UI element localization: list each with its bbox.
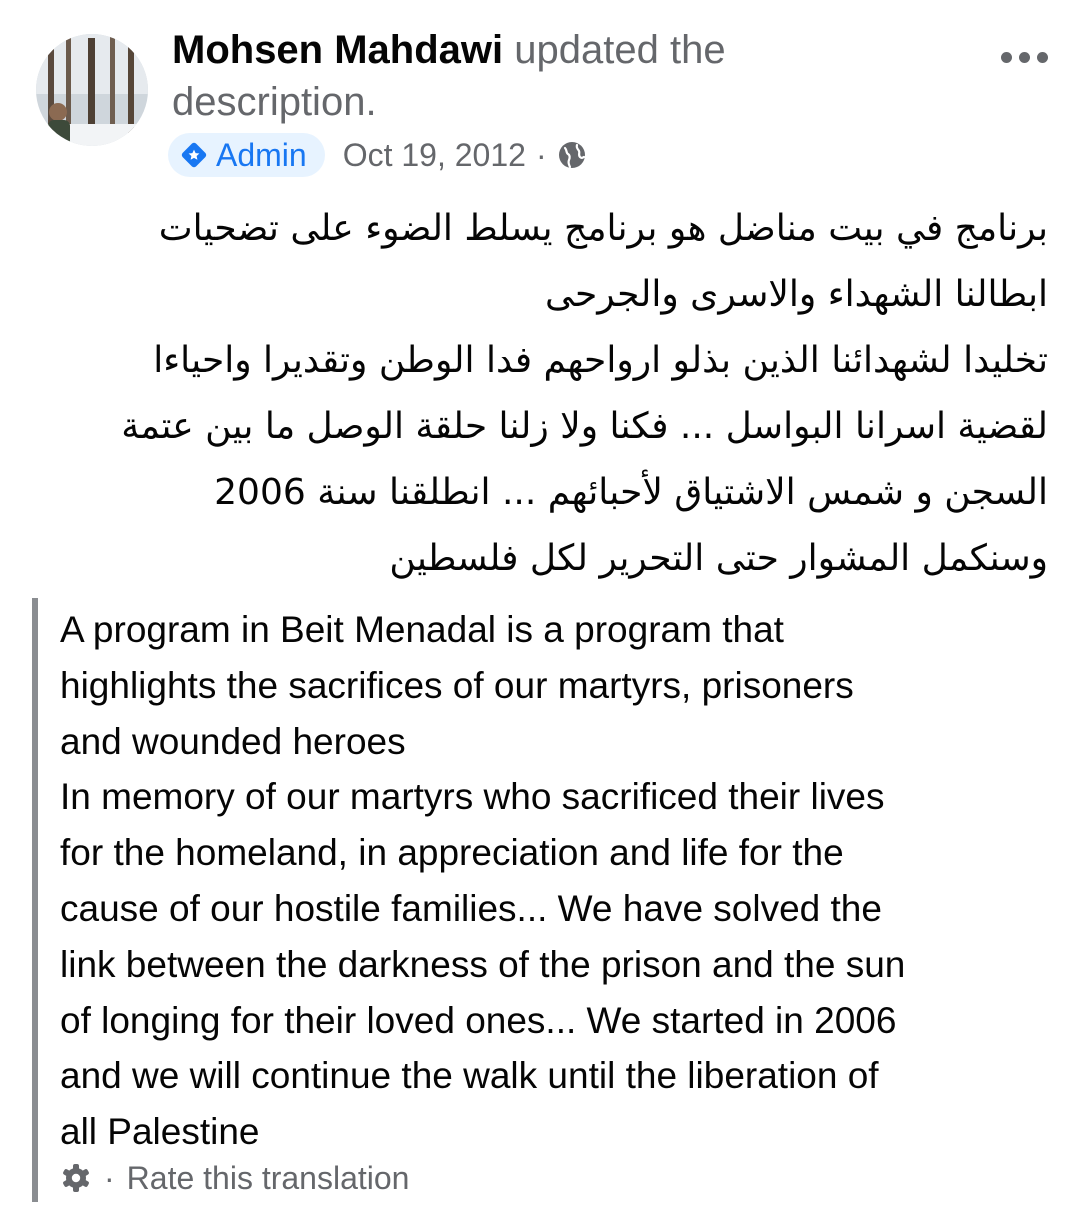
description-arabic	[40, 196, 1048, 592]
rate-translation-link[interactable]: Rate this translation	[126, 1159, 410, 1196]
avatar[interactable]	[36, 34, 148, 146]
translation-line: A program in Beit Menadal is a program that	[60, 609, 784, 650]
admin-badge-label: Admin	[216, 136, 307, 173]
translation-line: highlights the sacrifices of our martyrs, prisoners	[60, 664, 854, 706]
translation-line: link between the darkness of the prison and the sun	[60, 943, 906, 985]
admin-icon	[180, 141, 208, 169]
translation-text	[60, 602, 1050, 1160]
more-options-dot	[1037, 52, 1048, 63]
arabic-line: السجن و شمس الاشتياق لأحبائهم ... انطلقنا سنة 2006	[214, 472, 1048, 513]
translation-footer	[60, 1158, 409, 1198]
translation-line: and wounded heroes	[60, 720, 406, 762]
globe-icon[interactable]	[557, 140, 587, 170]
meta-separator: ·	[535, 136, 547, 173]
translation-line: and we will continue the walk until the liberation of	[60, 1055, 879, 1097]
more-options-button[interactable]	[992, 42, 1056, 72]
arabic-line: برنامج في بيت مناضل هو برنامج يسلط الضوء على تضحيات	[158, 208, 1048, 249]
more-options-dot	[1019, 52, 1030, 63]
arabic-line: لقضية اسرانا البواسل ... فكنا ولا زلنا حلقة الوصل ما بين عتمة	[121, 406, 1048, 447]
translation-line: for the homeland, in appreciation and life for the	[60, 832, 844, 874]
post-header	[172, 24, 812, 128]
translation-line: cause of our hostile families... We have solved the	[60, 887, 882, 929]
post-action: updated the description.	[172, 28, 726, 124]
author-name[interactable]: Mohsen Mahdawi	[172, 28, 504, 72]
gear-icon[interactable]	[60, 1162, 92, 1194]
arabic-line: وسنكمل المشوار حتى التحرير لكل فلسطين	[389, 538, 1048, 579]
arabic-line: تخليدا لشهدائنا الذين بذلو ارواحهم فدا الوطن وتقديرا واحياءا	[153, 340, 1048, 381]
translation-block	[32, 598, 1058, 1202]
arabic-line: ابطالنا الشهداء والاسرى والجرحى	[545, 274, 1048, 315]
post-meta	[168, 132, 587, 178]
translation-line: all Palestine	[60, 1111, 260, 1153]
translation-line: In memory of our martyrs who sacrificed their lives	[60, 776, 885, 818]
translation-line: of longing for their loved ones... We started in 2006	[60, 999, 897, 1041]
post-date[interactable]: Oct 19, 2012	[342, 136, 526, 173]
avatar-photo	[36, 34, 148, 146]
footer-separator: ·	[104, 1159, 115, 1196]
admin-badge[interactable]	[168, 133, 325, 177]
more-options-icon	[1001, 52, 1012, 63]
